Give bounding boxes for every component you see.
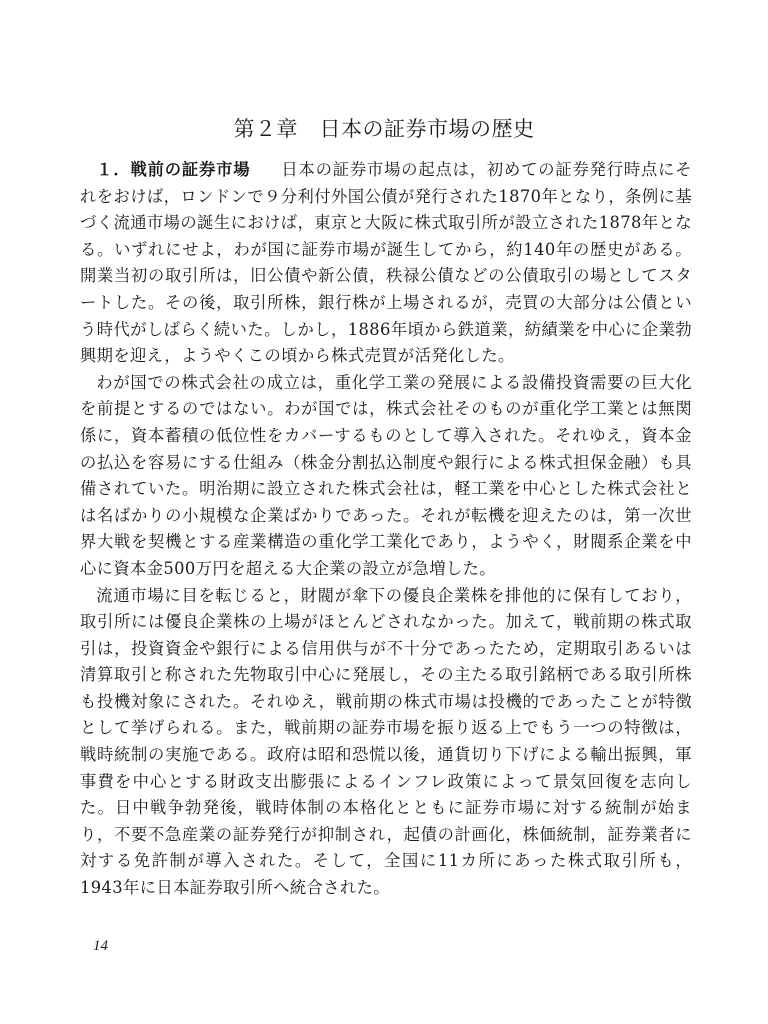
paragraph-1	[80, 157, 692, 370]
paragraph-2: わが国での株式会社の成立は，重化学工業の発展による設備投資需要の巨大化を前提とするのではない。わが国では，株式会社そのものが重化学工業とは無関係に，資本蓄積の低位性をカバーするものとして導入された。それゆえ，資本金の払込を容易にする仕組み（株金分割払込制度や銀行による株式担保金融）も具備されていた。明治期に設立された株式会社は，軽工業を中心とした株式会社とは名ばかりの小規模な企業ばかりであった。それが転機を迎えたのは，第一次世界大戦を契機とする産業構造の重化学工業化であり，ようやく，財閥系企業を中心に資本金500万円を超える大企業の設立が急増した。	[80, 372, 692, 578]
chapter-title: 第２章 日本の証券市場の歴史	[233, 117, 535, 141]
page-number: 14	[93, 938, 108, 954]
paragraph-3: 流通市場に目を転じると，財閥が傘下の優良企業株を排他的に保有しており，取引所には優良企業株の上場がほとんどされなかった。加えて，戦前期の株式取引は，投資資金や銀行による信用供与が不十分であったため，定期取引あるいは清算取引と称された先物取引中心に発展し，その主たる取引銘柄である取引所株も投機対象にされた。それゆえ，戦前期の株式市場は投機的であったことが特徴として挙げられる。また，戦前期の証券市場を振り返る上でもう一つの特徴は，戦時統制の実施である。政府は昭和恐慌以後，通貨切り下げによる輸出振興，軍事費を中心とする財政支出膨張によるインフレ政策によって景気回復を志向した。日中戦争勃発後，戦時体制の本格化とともに証券市場に対する統制が始まり，不要不急産業の証券発行が抑制され，起債の計画化，株価統制，証券業者に対する免許制が導入された。そして，全国に11カ所にあった株式取引所も，1943年に日本証券取引所へ統合された。	[80, 585, 692, 898]
section-body	[80, 157, 692, 902]
paragraph-1-text: 日本の証券市場の起点は，初めての証券発行時点にそれをおけば，ロンドンで９分利付外国公債が発行された1870年となり，条例に基づく流通市場の誕生におけば，東京と大阪に株式取引所が設立された1878年となる。いずれにせよ，わが国に証券市場が誕生してから，約140年の歴史がある。開業当初の取引所は，旧公債や新公債，秩禄公債などの公債取引の場としてスタートした。その後，取引所株，銀行株が上場されるが，売買の大部分は公債という時代がしばらく続いた。しかし，1886年頃から鉄道業，紡績業を中心に企業勃興期を迎え，ようやくこの頃から株式売買が活発化した。	[80, 160, 692, 366]
section-heading: １．戦前の証券市場	[96, 160, 251, 179]
